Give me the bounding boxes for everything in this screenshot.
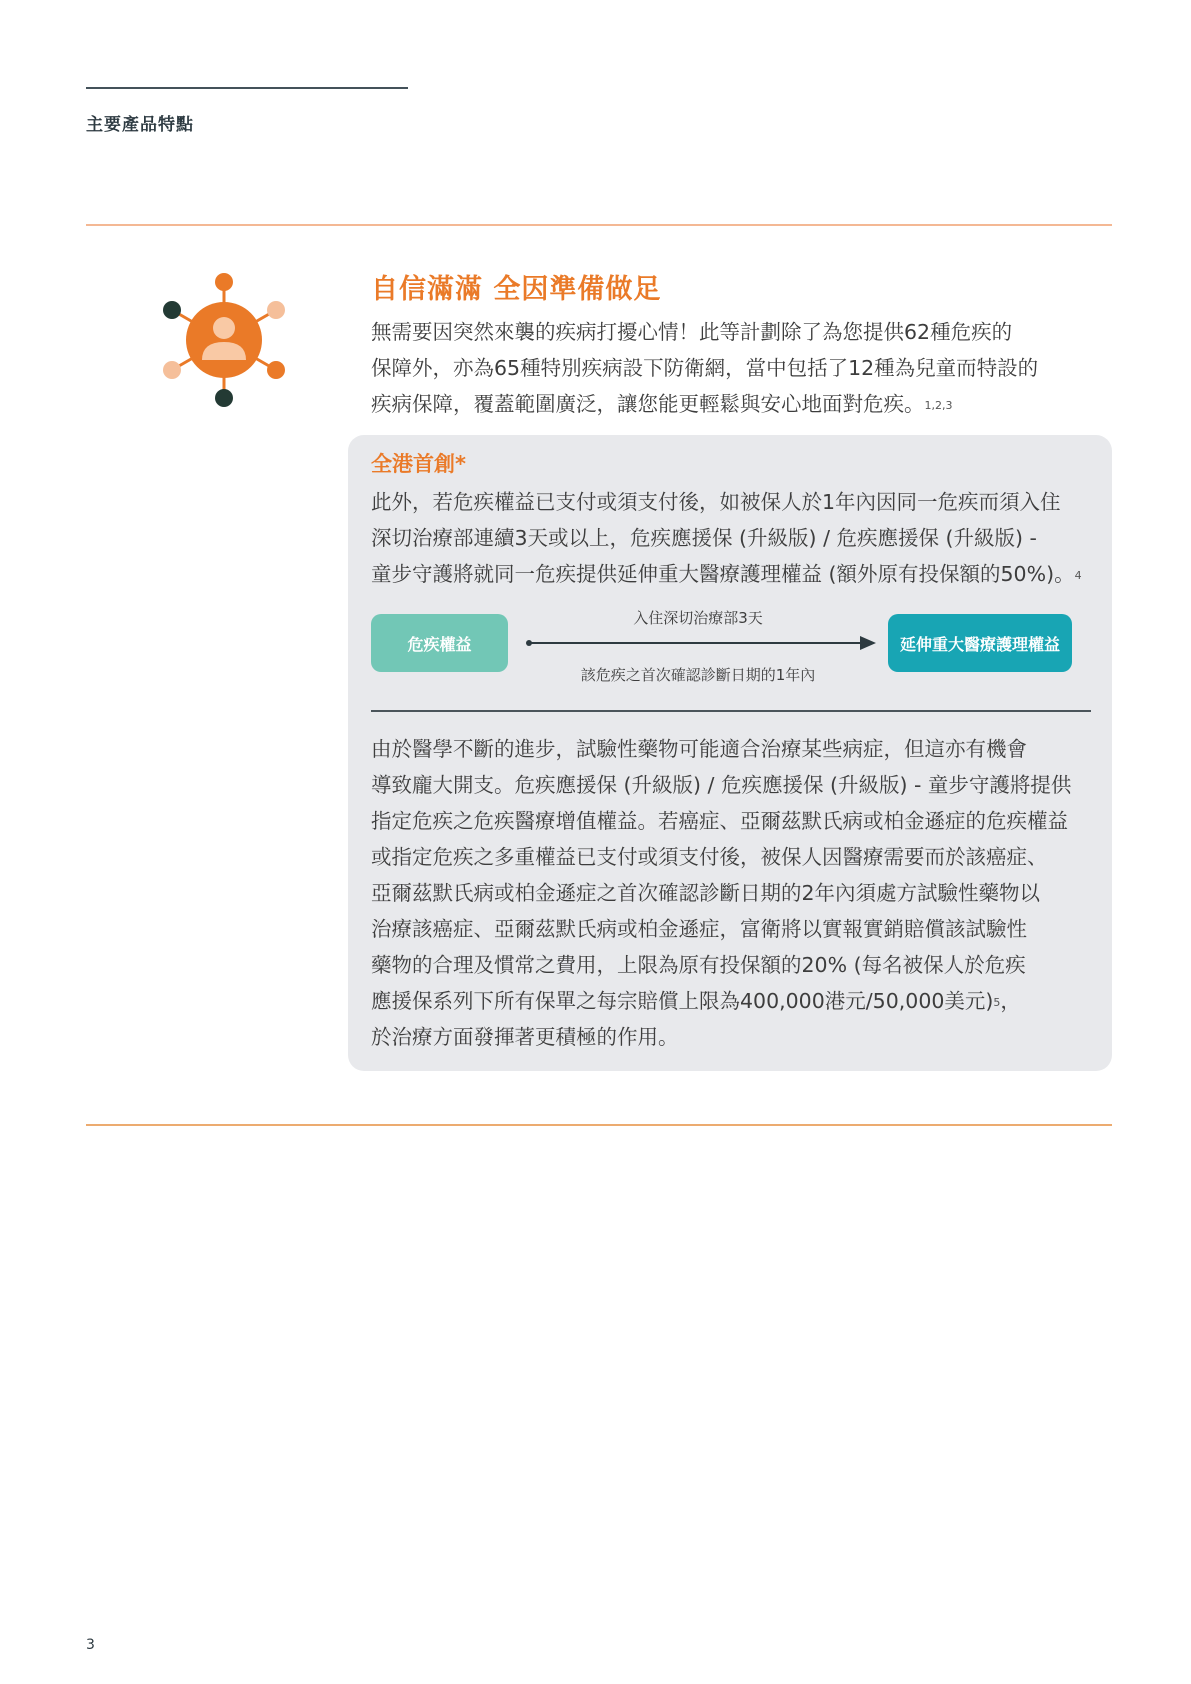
header-rule (86, 87, 408, 89)
panel-divider (371, 710, 1091, 712)
panel-body (371, 484, 1101, 592)
footnote-ref: 5 (993, 996, 1001, 1009)
panel-line: 由於醫學不斷的進步，試驗性藥物可能適合治療某些病症，但這亦有機會 (371, 737, 1027, 761)
section-label: 主要產品特點 (86, 115, 194, 135)
section-divider-top (86, 224, 1112, 226)
panel-line: 亞爾茲默氏病或柏金遜症之首次確認診斷日期的2年內須處方試驗性藥物以 (371, 881, 1041, 905)
panel-line: 童步守護將就同一危疾提供延伸重大醫療護理權益 (額外原有投保額的50%)。$^4$ (371, 562, 1082, 586)
panel-line: 或指定危疾之多重權益已支付或須支付後，被保人因醫療需要而於該癌症、 (371, 845, 1048, 869)
flow-top-label: 入住深切治療部3天 (633, 609, 763, 627)
intro-line: 無需要因突然來襲的疾病打擾心情！此等計劃除了為您提供62種危疾的 (371, 320, 1013, 344)
person-network-icon (158, 270, 290, 410)
panel-line: 此外，若危疾權益已支付或須支付後，如被保人於1年內因同一危疾而須入住 (371, 490, 1061, 514)
panel-line: 指定危疾之危疾醫療增值權益。若癌症、亞爾茲默氏病或柏金遜症的危疾權益 (371, 809, 1068, 833)
feature-title: 自信滿滿 全因準備做足 (371, 274, 662, 305)
panel-line: 治療該癌症、亞爾茲默氏病或柏金遜症，富衛將以實報實銷賠償該試驗性 (371, 917, 1027, 941)
feature-intro (371, 314, 1111, 422)
panel-line: 深切治療部連續3天或以上，危疾應援保 (升級版) / 危疾應援保 (升級版) - (371, 526, 1037, 550)
arrow-right-icon (526, 634, 876, 652)
page-number: 3 (86, 1637, 95, 1653)
footnote-ref: 1,2,3 (924, 399, 953, 412)
flow-bottom-label: 該危疾之首次確認診斷日期的1年內 (580, 666, 816, 684)
flow-box-critical-illness: 危疾權益 (371, 614, 508, 672)
flow-box-extended-benefit: 延伸重大醫療護理權益 (888, 614, 1072, 672)
panel-line: 應援保系列下所有保單之每宗賠償上限為400,000港元/50,000美元)$^5$， (371, 989, 1021, 1013)
panel-body-secondary (371, 731, 1101, 1055)
panel-title: 全港首創* (371, 452, 466, 476)
intro-line: 疾病保障，覆蓋範圍廣泛，讓您能更輕鬆與安心地面對危疾。$^{1,2,3}$ (371, 392, 953, 416)
panel-line: 於治療方面發揮著更積極的作用。 (371, 1025, 679, 1049)
panel-line: 導致龐大開支。危疾應援保 (升級版) / 危疾應援保 (升級版) - 童步守護將提供 (371, 773, 1072, 797)
footnote-ref: 4 (1074, 569, 1082, 582)
panel-line: 藥物的合理及慣常之費用，上限為原有投保額的20% (每名被保人於危疾 (371, 953, 1026, 977)
section-divider-bottom (86, 1124, 1112, 1126)
intro-line: 保障外，亦為65種特別疾病設下防衛網，當中包括了12種為兒童而特設的 (371, 356, 1039, 380)
